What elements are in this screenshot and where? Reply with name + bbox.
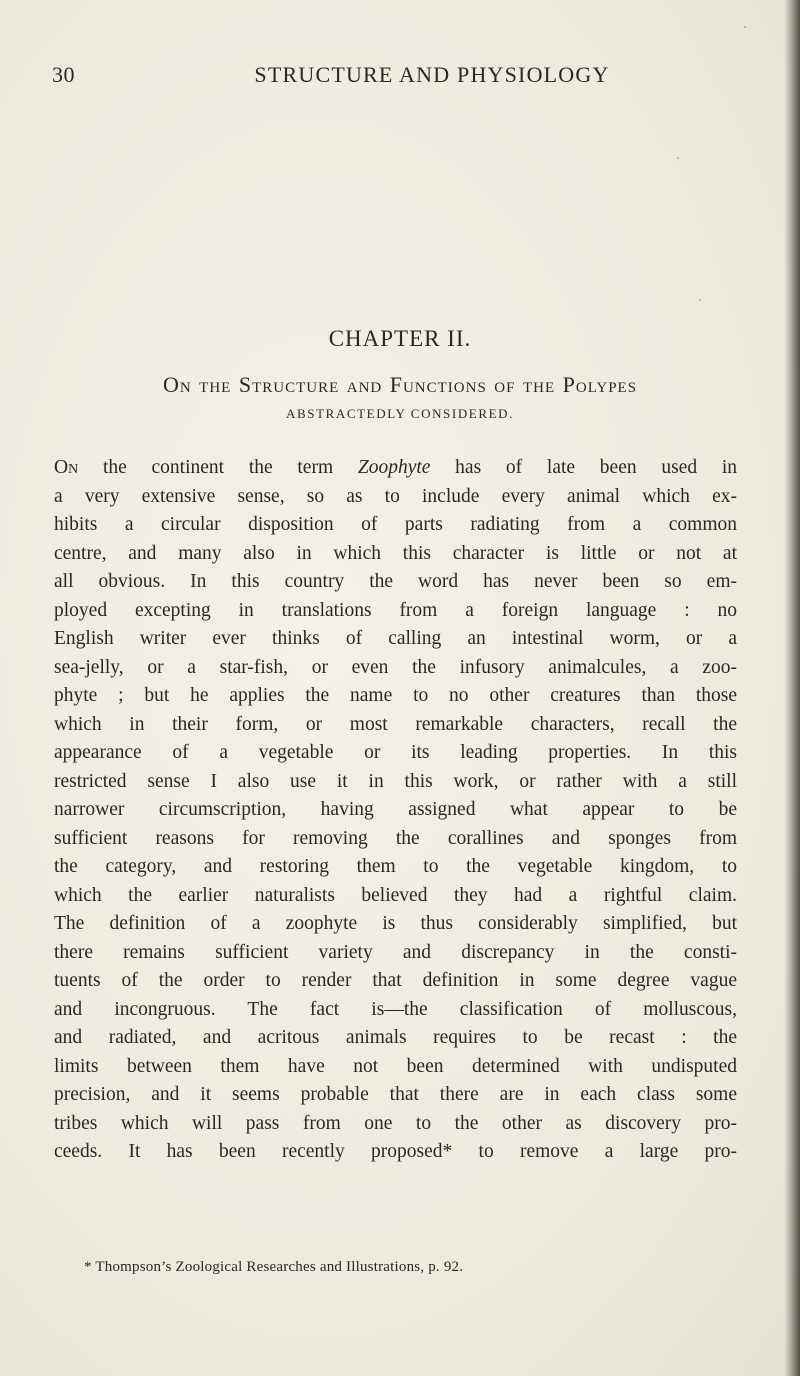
- body-line: [54, 454, 737, 483]
- body-line: narrower circumscription, having assigned what appear to be: [54, 799, 737, 820]
- body-line: centre, and many also in which this character is little or not at: [54, 542, 737, 564]
- chapter-heading: CHAPTER II.: [328, 326, 472, 351]
- body-line: tribes which will pass from one to the other as discovery pro-: [54, 1112, 737, 1134]
- body-line: and radiated, and acritous animals requires to be recast : the: [54, 1027, 737, 1048]
- paper-speck: [699, 299, 701, 301]
- body-line: all obvious. In this country the word has never been so em-: [54, 571, 737, 592]
- body-line: English writer ever thinks of calling an intestinal worm, or a: [54, 628, 737, 649]
- body-line: phyte ; but he applies the name to no other creatures than those: [54, 685, 737, 706]
- body-line: The definition of a zoophyte is thus considerably simplified, but: [54, 913, 737, 934]
- body-line: sufficient reasons for removing the corallines and sponges from: [54, 827, 737, 849]
- page-number: 30: [52, 62, 75, 87]
- body-line: the category, and restoring them to the vegetable kingdom, to: [54, 856, 737, 877]
- body-text-segment: has of late been used in: [430, 457, 737, 478]
- italic-term: Zoophyte: [357, 457, 431, 478]
- body-line: ceeds. It has been recently proposed* to remove a large pro-: [54, 1141, 737, 1162]
- body-line: which in their form, or most remarkable characters, recall the: [54, 713, 737, 735]
- body-line: limits between them have not been determined with undisputed: [54, 1055, 737, 1077]
- body-line: hibits a circular disposition of parts radiating from a common: [54, 514, 737, 535]
- paper-speck: [677, 157, 679, 159]
- body-paragraph: [54, 454, 737, 1167]
- body-line: restricted sense I also use it in this work, or rather with a still: [54, 770, 737, 792]
- binding-shadow: [784, 0, 800, 1376]
- footnote: * Thompson’s Zoological Researches and Illustrations, p. 92.: [84, 1259, 464, 1275]
- body-text-segment: the continent the term: [78, 457, 358, 478]
- body-line: tuents of the order to render that definition in some degree vague: [54, 970, 737, 991]
- body-line: ployed excepting in translations from a foreign language : no: [54, 599, 737, 621]
- body-line: precision, and it seems probable that there are in each class some: [54, 1084, 737, 1105]
- running-head: [52, 62, 712, 92]
- section-title: On the Structure and Functions of the Polypes: [162, 372, 638, 397]
- body-line: and incongruous. The fact is—the classification of molluscous,: [54, 998, 737, 1020]
- body-line: which the earlier naturalists believed they had a rightful claim.: [54, 884, 737, 906]
- lead-small-caps: On: [54, 457, 79, 478]
- section-subtitle: ABSTRACTEDLY CONSIDERED.: [285, 406, 514, 421]
- paper-speck: [744, 26, 746, 28]
- body-line: sea-jelly, or a star-fish, or even the infusory animalcules, a zoo-: [54, 656, 737, 678]
- body-line: a very extensive sense, so as to include every animal which ex-: [54, 485, 737, 507]
- body-line: appearance of a vegetable or its leading properties. In this: [54, 742, 737, 763]
- body-line: there remains sufficient variety and discrepancy in the consti-: [54, 941, 737, 963]
- running-title: STRUCTURE AND PHYSIOLOGY: [254, 62, 610, 87]
